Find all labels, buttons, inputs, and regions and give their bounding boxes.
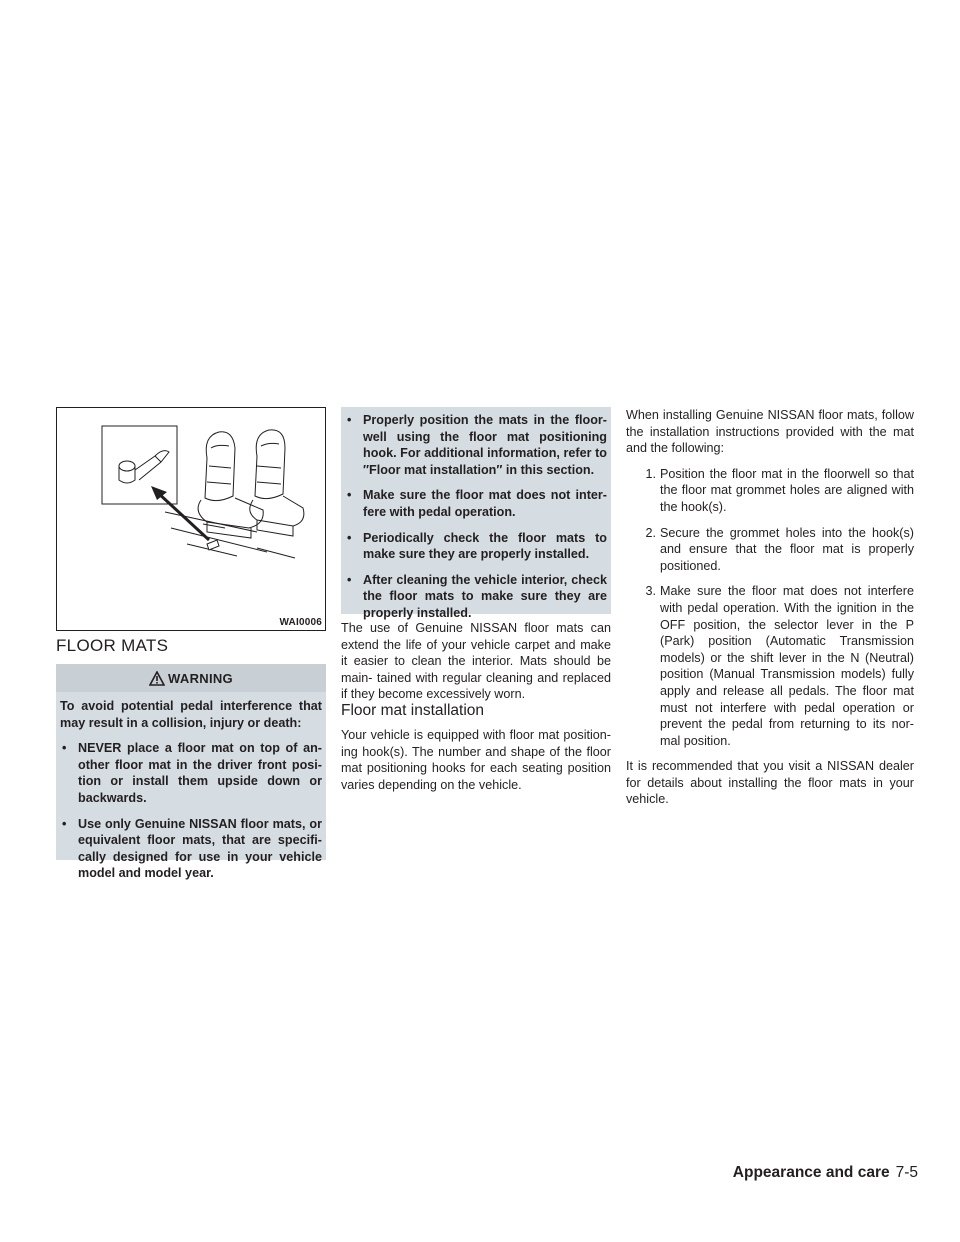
warning-body-left [56,692,326,888]
warning-heading: WARNING [168,670,233,686]
closing-paragraph: It is recommended that you visit a NISSAN dealer for details about installing the floor mats in your vehicle. [626,759,914,807]
step-text: Position the floor mat in the floorwell so that the floor mat grommet holes are aligned with the hook(s). [660,466,914,514]
floor-mat-figure [56,407,326,631]
footer-section: Appearance and care [732,1164,890,1181]
warning-intro: To avoid potential pedal interference that may result in a collision, injury or death: [60,699,322,730]
subheading: Floor mat installation [341,702,485,719]
step-text: Make sure the floor mat does not interfere with pedal operation. With the ignition in the OFF position, the selector lever in the P (Park) position (Automatic Transmission models) or the shift lever in the N (Neutral) position (Manual Transmission models) fully apply and release all pedals. The floor mat must not interfere with pedal operation or prevent the pedal from returning to its nor- mal position. [660,584,914,748]
step-item [626,583,914,749]
mid-paragraph [341,620,611,712]
install-block [341,727,611,802]
step-text: Secure the grommet holes into the hook(s) and ensure that the floor mat is properly positioned. [660,525,914,573]
page-footer [733,1164,918,1182]
warning-item-text: Use only Genuine NISSAN floor mats, or equivalent floor mats, that are specifi- cally designed for use in your vehicle model and model year. [78,816,322,881]
warning-header [56,664,326,692]
step-number: 1. [645,466,656,481]
bullet: • [347,572,352,587]
section-title: FLOOR MATS [56,636,169,655]
warning-item [345,412,607,478]
right-intro: When installing Genuine NISSAN floor mats, follow the installation instructions provided with the mat and the following: [626,408,914,456]
seat-and-hook-illustration [57,408,325,630]
warning-item-text: Periodically check the floor mats to make sure they are properly installed. [363,530,607,562]
bullet: • [62,816,67,831]
bullet: • [347,530,352,545]
warning-item [345,530,607,563]
install-paragraph: Your vehicle is equipped with floor mat position- ing hook(s). The number and shape of the floor mat positioning hooks for each seating position varies depending on the vehicle. [341,728,611,792]
warning-box-right [341,407,611,620]
bullet: • [347,413,352,427]
step-item [626,466,914,516]
warning-item [60,816,322,882]
mats-life-paragraph: The use of Genuine NISSAN floor mats can extend the life of your vehicle carpet and make it easier to clean the interior. Mats should be main- tained with regular cleaning and replaced if they become excessively worn. [341,621,611,702]
warning-item [345,572,607,622]
warning-box-left [56,664,326,881]
warning-item [345,487,607,520]
warning-item-text: Properly position the mats in the floor- well using the floor mat positioning hook. For additional information, refer to ″Floor mat installation″ in this section. [363,413,607,477]
warning-triangle-icon [149,671,165,686]
page-number: 7-5 [895,1164,918,1181]
figure-id: WAI0006 [279,617,322,628]
step-number: 2. [645,525,656,540]
warning-item [60,740,322,806]
warning-item-text: Make sure the floor mat does not inter- fere with pedal operation. [363,488,607,519]
warning-item-text: NEVER place a floor mat on top of an- other floor mat in the driver front posi- tion or install them upside down or backwards. [78,741,322,805]
bullet: • [62,741,67,756]
bullet: • [347,488,352,503]
warning-body-right [341,407,611,628]
right-column [626,407,914,817]
warning-item-text: After cleaning the vehicle interior, check the floor mats to make sure they are properly installed. [363,572,607,620]
step-number: 3. [645,584,656,599]
step-item [626,525,914,575]
